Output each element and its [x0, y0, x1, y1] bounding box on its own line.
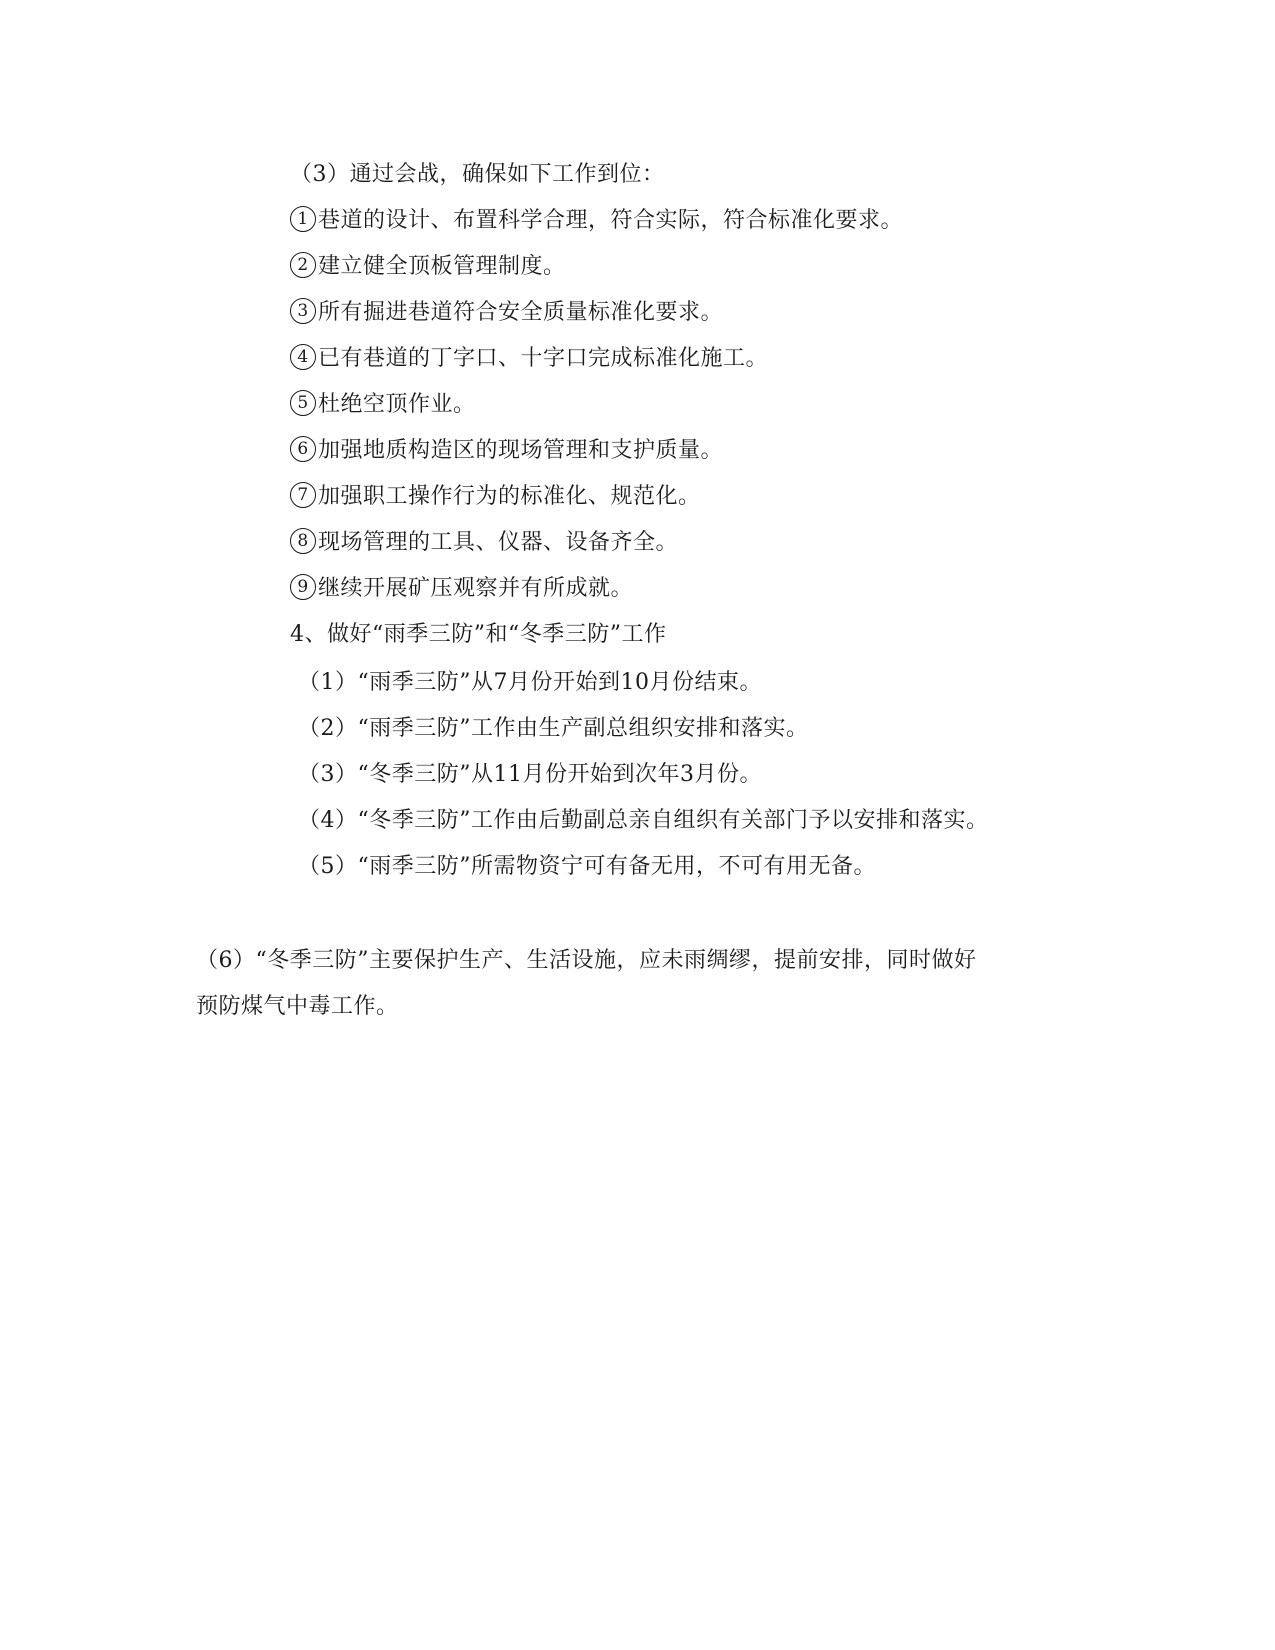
- list-item-text: 已有巷道的丁字口、十字口完成标准化施工。: [318, 346, 769, 371]
- circled-number-1: 1: [290, 206, 316, 232]
- list-item-text: 建立健全顶板管理制度。: [318, 254, 566, 279]
- section-3-heading: （3）通过会战，确保如下工作到位：: [290, 162, 665, 187]
- list-item-text: 加强地质构造区的现场管理和支护质量。: [318, 438, 724, 463]
- circled-number-4: 4: [290, 344, 316, 370]
- list-item-text: 巷道的设计、布置科学合理，符合实际，符合标准化要求。: [318, 208, 904, 233]
- list-item: [290, 344, 768, 374]
- list-item: [290, 436, 723, 466]
- circled-number-6: 6: [290, 436, 316, 462]
- circled-number-8: 8: [290, 528, 316, 554]
- list-item: [290, 252, 566, 282]
- list-item: [290, 528, 678, 558]
- paragraph-line: （6）“冬季三防”主要保护生产、生活设施，应未雨绸缪，提前安排，同时做好: [196, 948, 977, 973]
- list-item-text: 继续开展矿压观察并有所成就。: [318, 576, 634, 601]
- paragraph-line: 预防煤气中毒工作。: [196, 994, 399, 1019]
- list-item: [290, 206, 903, 236]
- list-item: [290, 482, 701, 512]
- list-item-text: 所有掘进巷道符合安全质量标准化要求。: [318, 300, 724, 325]
- list-item: （4）“冬季三防”工作由后勤副总亲自组织有关部门予以安排和落实。: [298, 808, 989, 833]
- list-item: [290, 574, 633, 604]
- section-4-heading: 4、做好“雨季三防”和“冬季三防”工作: [290, 622, 667, 647]
- list-item: [290, 390, 476, 420]
- list-item: （1）“雨季三防”从7月份开始到10月份结束。: [298, 670, 762, 695]
- circled-number-9: 9: [290, 574, 316, 600]
- list-item-text: 杜绝空顶作业。: [318, 392, 476, 417]
- list-item-text: 现场管理的工具、仪器、设备齐全。: [318, 530, 679, 555]
- list-item: （2）“雨季三防”工作由生产副总组织安排和落实。: [298, 716, 809, 741]
- circled-number-7: 7: [290, 482, 316, 508]
- list-item: （3）“冬季三防”从11月份开始到次年3月份。: [298, 762, 762, 787]
- circled-number-5: 5: [290, 390, 316, 416]
- circled-number-2: 2: [290, 252, 316, 278]
- circled-number-3: 3: [290, 298, 316, 324]
- list-item-text: 加强职工操作行为的标准化、规范化。: [318, 484, 701, 509]
- list-item: [290, 298, 723, 328]
- list-item: （5）“雨季三防”所需物资宁可有备无用，不可有用无备。: [298, 854, 876, 879]
